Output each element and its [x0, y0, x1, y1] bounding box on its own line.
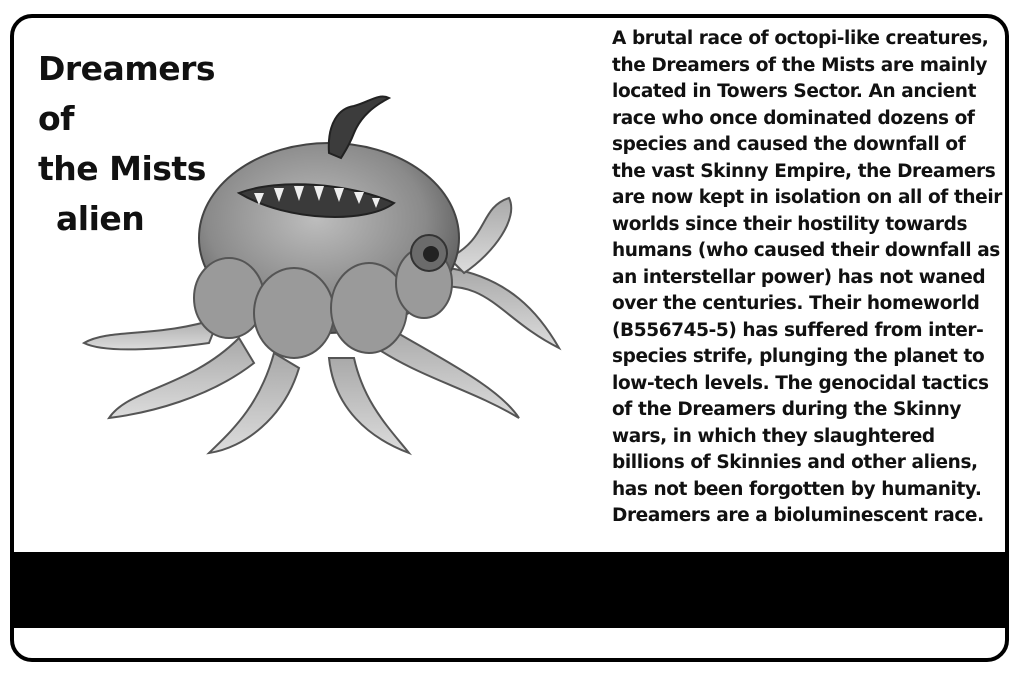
alien-card — [10, 14, 1009, 662]
title-line-1: Dreamers of — [38, 49, 216, 138]
creature-illustration — [69, 88, 589, 468]
title-line-3: alien — [56, 199, 145, 238]
title-line-2: the Mists — [38, 149, 206, 188]
description-text: A brutal race of octopi-like creatures, the Dreamers of the Mists are mainly located in Towers Sector. An ancient race who once dominated dozens of species and caused the downfall of the vast Skinny Empire, the Dreamers are now kept in isolation on all of their worlds since their hostility towards humans (who caused their downfall as an interstellar power) has not waned over the centuries. Their homeworld (B556745-5) has suffered from inter-species strife, plunging the planet to low-tech levels. The genocidal tactics of the Dreamers during the Skinny wars, in which they slaughtered billions of Skinnies and other aliens, has not been forgotten by humanity. Dreamers are a bioluminescent race. — [612, 28, 1002, 526]
footer-bar — [14, 552, 1005, 628]
